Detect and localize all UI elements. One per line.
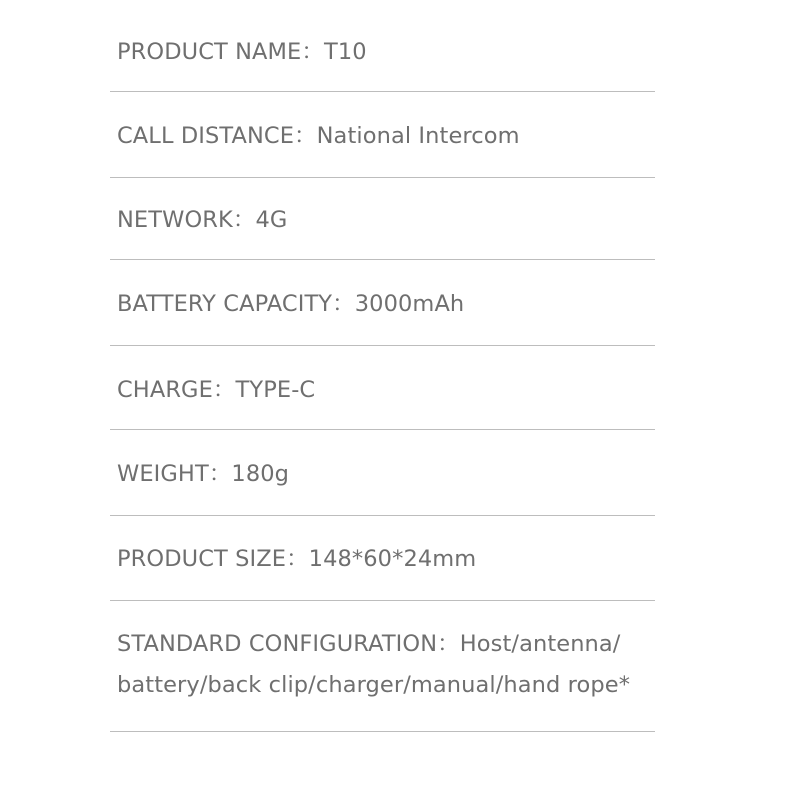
spec-label: CHARGE [117, 377, 213, 403]
spec-text [117, 454, 289, 495]
spec-value: TYPE-C [235, 377, 316, 403]
spec-text [117, 284, 464, 325]
spec-row-charge [110, 346, 655, 430]
spec-label: STANDARD CONFIGURATION [117, 631, 438, 657]
spec-separator: ： [301, 39, 324, 65]
spec-text [117, 200, 287, 241]
spec-value: 3000mAh [354, 291, 465, 317]
spec-value: T10 [323, 39, 367, 65]
spec-separator: ： [294, 123, 317, 149]
spec-row-weight [110, 430, 655, 516]
spec-label: BATTERY CAPACITY [117, 291, 333, 317]
spec-row-product-name [110, 0, 655, 92]
spec-row-product-size [110, 516, 655, 601]
spec-label: NETWORK [117, 207, 233, 233]
spec-label: CALL DISTANCE [117, 123, 295, 149]
spec-separator: ： [332, 291, 355, 317]
spec-separator: ： [232, 207, 256, 233]
spec-separator: ： [437, 631, 460, 657]
spec-row-call-distance [110, 92, 655, 178]
spec-text [117, 370, 315, 411]
spec-text [117, 624, 692, 706]
spec-value-continued: battery/back clip/charger/manual/hand rope* [117, 672, 631, 698]
spec-value: Host/antenna/ [459, 631, 621, 657]
spec-label: PRODUCT SIZE [117, 546, 287, 572]
spec-value: 4G [255, 207, 288, 233]
spec-text [117, 116, 520, 157]
spec-row-standard-configuration [110, 601, 655, 732]
spec-text [117, 539, 476, 580]
spec-label: WEIGHT [117, 461, 209, 487]
spec-value: 180g [231, 461, 290, 487]
spec-separator: ： [286, 546, 309, 572]
spec-value: 148*60*24mm [308, 546, 477, 572]
spec-row-network [110, 178, 655, 260]
spec-text [117, 32, 367, 73]
spec-label: PRODUCT NAME [117, 39, 302, 65]
spec-value: National Intercom [316, 123, 520, 149]
spec-row-battery-capacity [110, 260, 655, 346]
spec-separator: ： [208, 461, 232, 487]
spec-separator: ： [212, 377, 236, 403]
